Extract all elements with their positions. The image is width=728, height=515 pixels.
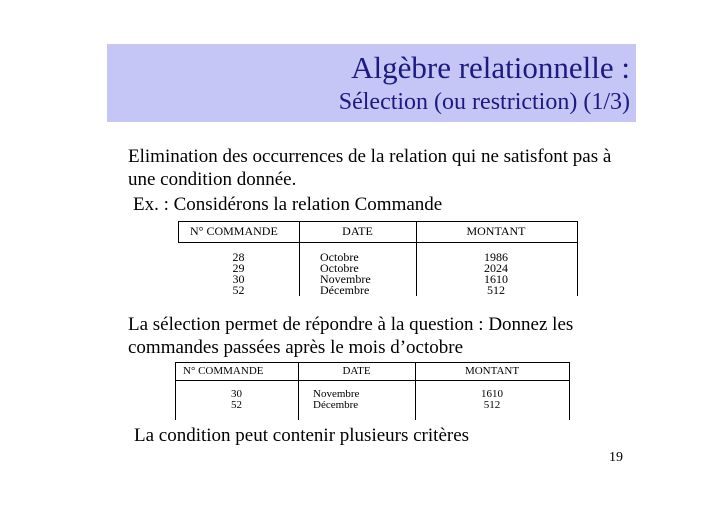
table-cell: 1986 — [484, 250, 508, 264]
paragraph-criteria: La condition peut contenir plusieurs critères — [134, 425, 470, 446]
column-header: DATE — [342, 365, 371, 377]
table-cell: 52 — [231, 399, 242, 411]
column-header: N° COMMANDE — [183, 365, 264, 377]
table-cell: 1610 — [481, 388, 503, 400]
table-cell: Octobre — [320, 250, 359, 264]
table-cell: Novembre — [313, 388, 360, 400]
column-header: MONTANT — [464, 365, 520, 377]
table-cell: 28 — [232, 250, 245, 264]
table-rule — [178, 242, 578, 243]
table-cell: 512 — [483, 399, 501, 411]
table-cell: 29 — [232, 261, 245, 275]
selection-result-table — [175, 362, 570, 420]
table-cell: 2024 — [484, 261, 508, 275]
table-rule — [178, 221, 179, 242]
table-rule — [175, 362, 570, 363]
table-rule — [178, 221, 578, 222]
paragraph-example: Ex. : Considérons la relation Commande — [133, 194, 443, 215]
slide-subtitle: Sélection (ou restriction) (1/3) — [338, 89, 630, 115]
table-rule — [577, 221, 578, 296]
commande-table — [178, 221, 578, 296]
column-header: N° COMMANDE — [190, 224, 278, 238]
page-number: 19 — [609, 450, 623, 465]
table-rule — [175, 380, 570, 381]
table-cell: 30 — [232, 272, 245, 286]
table-cell: 52 — [232, 283, 245, 297]
table-cell: Octobre — [320, 261, 359, 275]
table-cell: 1610 — [484, 272, 508, 286]
table-cell: 30 — [231, 388, 242, 400]
column-header: MONTANT — [466, 224, 526, 238]
slide-title: Algèbre relationnelle : — [351, 50, 630, 85]
table-cell: 512 — [487, 283, 505, 297]
table-cell: Décembre — [320, 283, 370, 297]
paragraph-question: La sélection permet de répondre à la question : Donnez les commandes passées après le mois d’octobre — [128, 314, 574, 358]
title-band — [107, 44, 636, 122]
paragraph-definition: Elimination des occurrences de la relation qui ne satisfont pas à une condition donnée. — [128, 146, 612, 190]
column-header: DATE — [342, 224, 373, 238]
table-cell: Novembre — [320, 272, 371, 286]
table-cell: Décembre — [313, 399, 359, 411]
table-rule — [569, 362, 570, 420]
